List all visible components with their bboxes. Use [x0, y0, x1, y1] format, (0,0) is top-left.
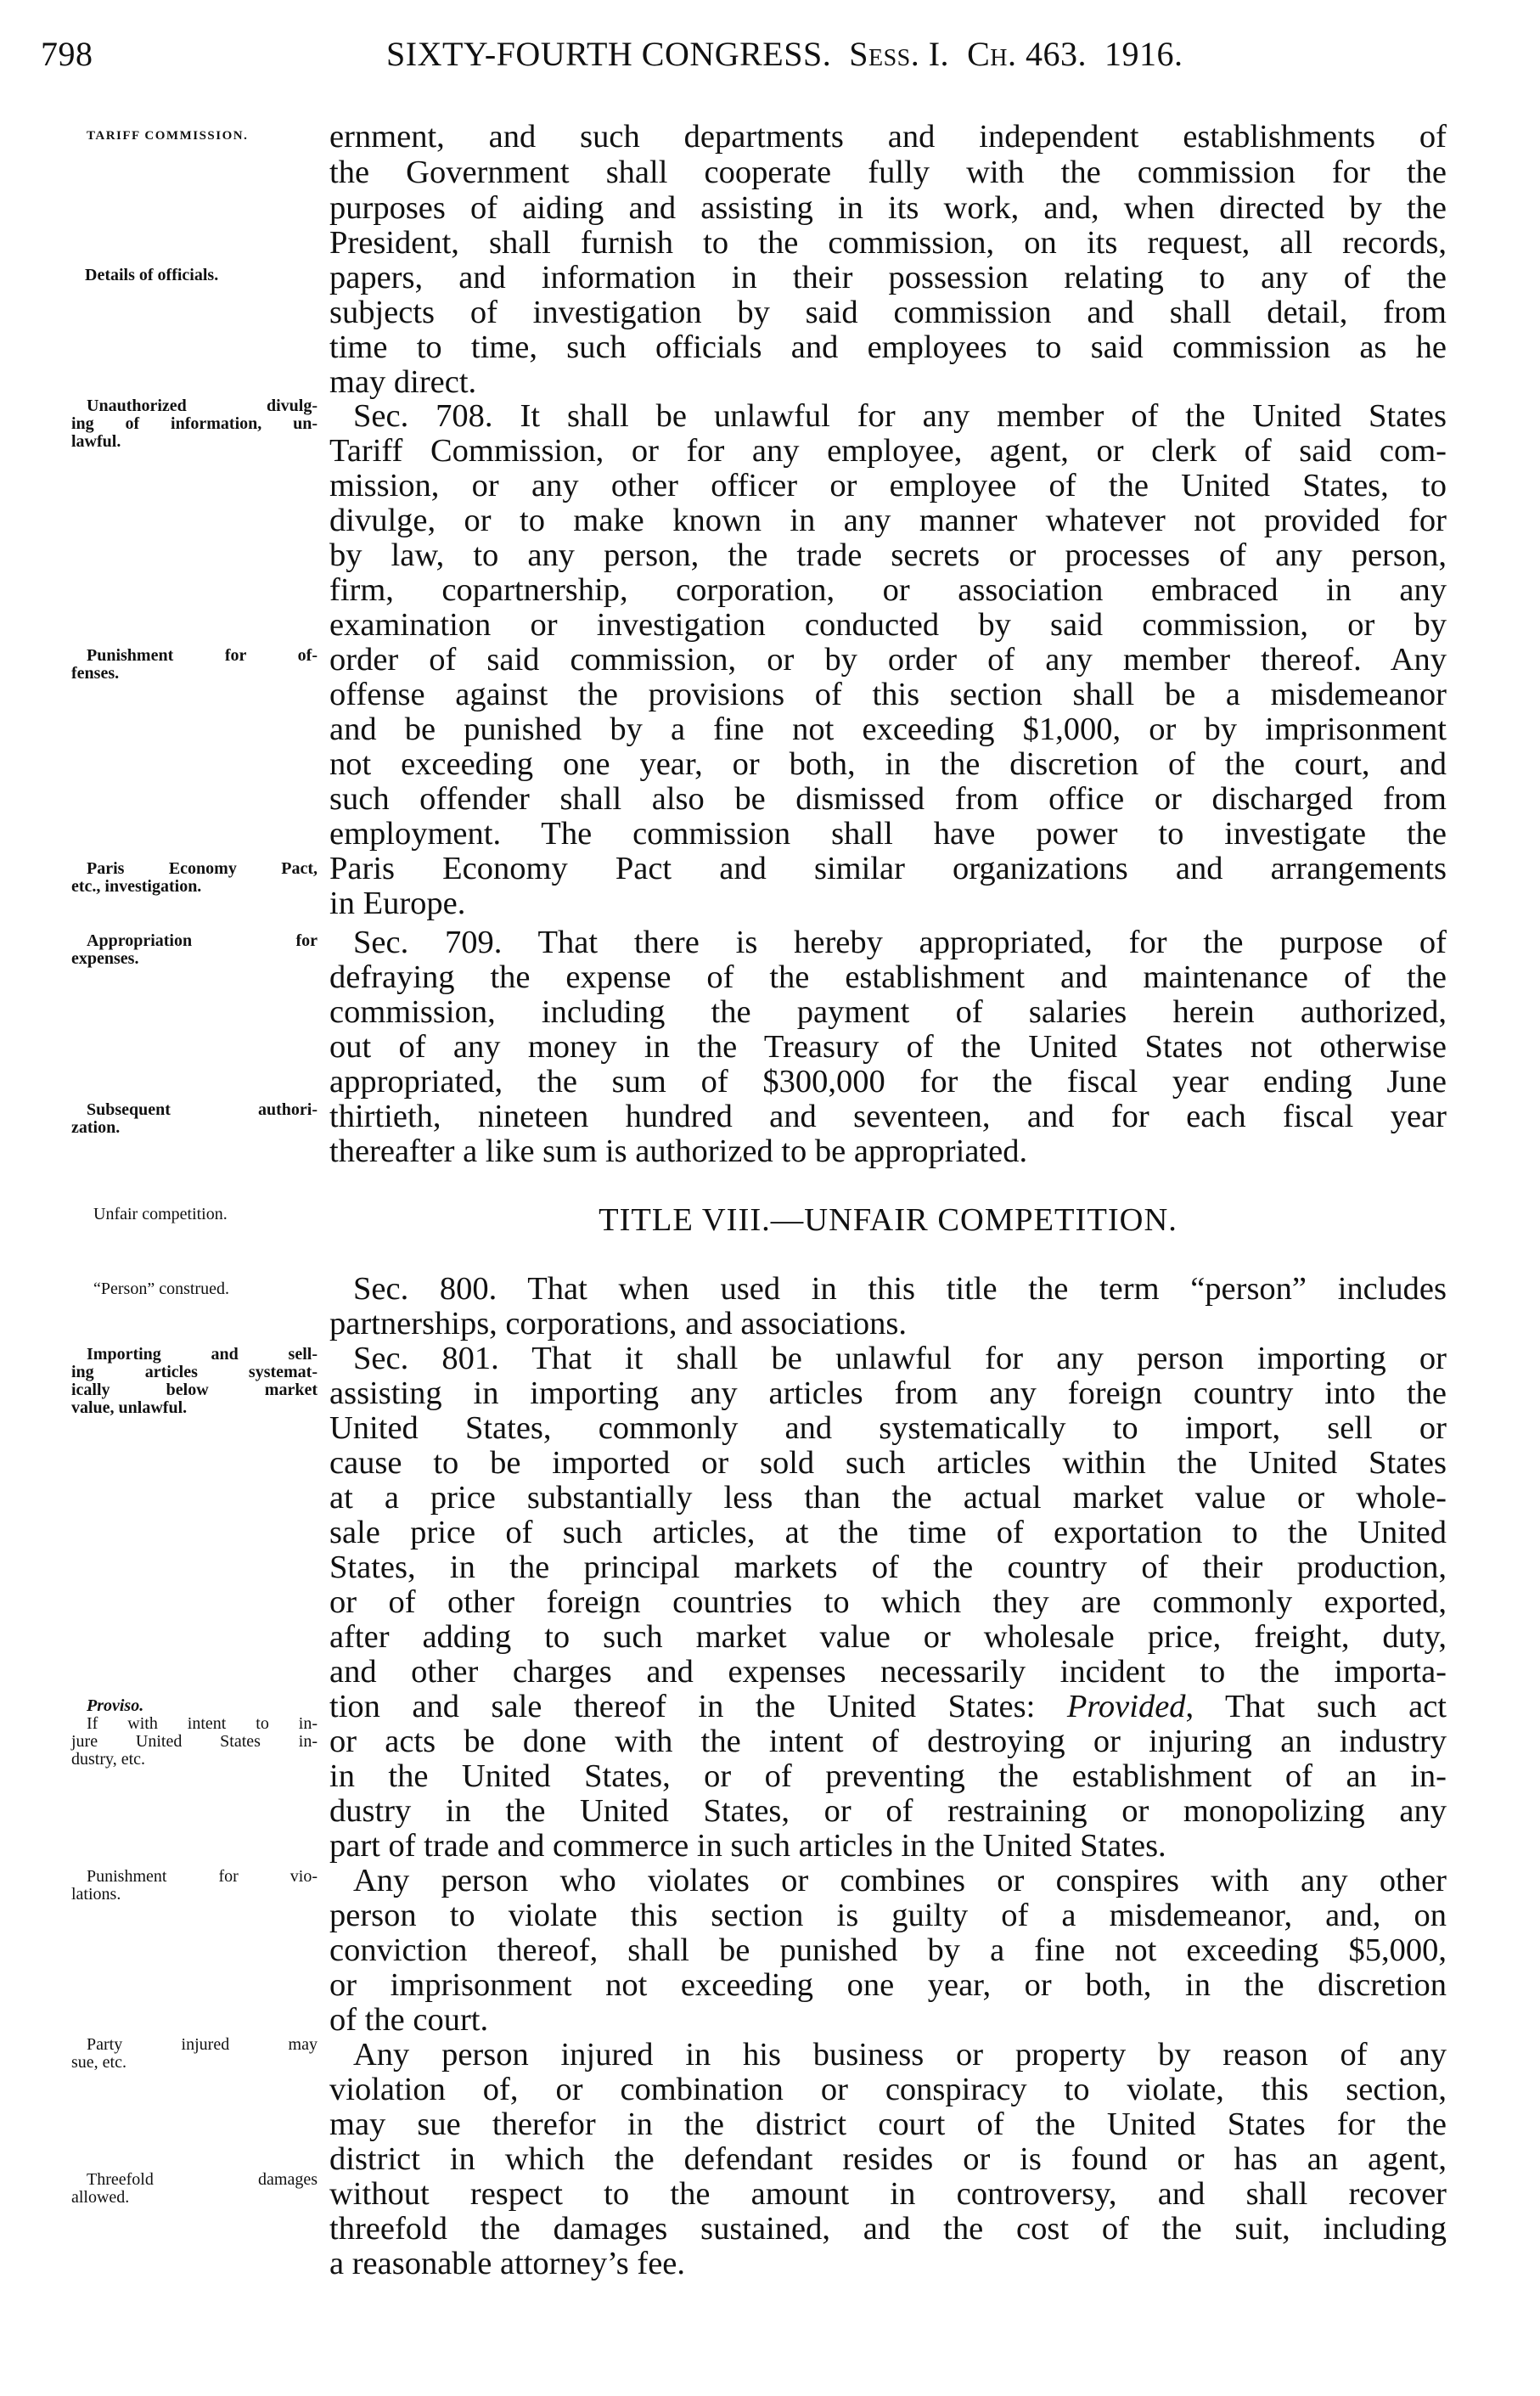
margin-note-line: Appropriation for: [87, 931, 318, 950]
margin-note-line: Punishment for vio-: [87, 1867, 318, 1886]
body-line: order of said commission, or by order of any member thereof. Any: [329, 642, 1447, 678]
running-head: [386, 34, 1183, 74]
body-line: Any person who violates or combines or conspires with any other: [353, 1863, 1447, 1898]
body-line: such offender shall also be dismissed from office or discharged from: [329, 781, 1447, 817]
body-line: violation of, or combination or conspiracy to violate, this section,: [329, 2072, 1447, 2107]
margin-note-line: etc., investigation.: [71, 877, 202, 896]
body-line: person to violate this section is guilty of a misdemeanor, and, on: [329, 1898, 1447, 1933]
proviso-tail-text: , That such act: [1185, 1689, 1447, 1724]
body-line: or acts be done with the intent of destroying or injuring an industry: [329, 1724, 1447, 1759]
section-801-heading-line: Sec. 801. That it shall be unlawful for any person importing or: [353, 1341, 1447, 1376]
body-line: conviction thereof, shall be punished by a fine not exceeding $5,000,: [329, 1932, 1447, 1968]
margin-note-line: lawful.: [71, 432, 121, 451]
margin-note-subsequent-authorization: [71, 1101, 318, 1137]
section-800-heading-line: Sec. 800. That when used in this title the term “person” includes: [353, 1271, 1447, 1307]
body-line: and be punished by a fine not exceeding $1,000, or by imprisonment: [329, 711, 1447, 747]
year-label: 1916.: [1104, 35, 1183, 73]
body-line: cause to be imported or sold such articles within the United States: [329, 1445, 1447, 1481]
margin-note-line: ically below market: [71, 1381, 318, 1399]
margin-note-line: ing articles systemat-: [71, 1363, 318, 1381]
margin-note-line: Threefold damages: [87, 2170, 318, 2189]
margin-note-line: zation.: [71, 1118, 121, 1137]
provided-italic: Provided: [1066, 1689, 1186, 1724]
margin-note-line: expenses.: [71, 949, 139, 968]
body-line: subjects of investigation by said commission and shall detail, from: [329, 295, 1447, 330]
body-line: examination or investigation conducted by said commission, or by: [329, 607, 1447, 643]
body-line: time to time, such officials and employees to said commission as he: [329, 329, 1447, 365]
margin-note-punishment-violations: [71, 1868, 318, 1904]
margin-note-threefold-damages: [71, 2171, 318, 2207]
body-line: by law, to any person, the trade secrets or processes of any person,: [329, 537, 1447, 573]
body-line: assisting in importing any articles from any foreign country into the: [329, 1375, 1447, 1411]
body-line: offense against the provisions of this section shall be a misdemeanor: [329, 677, 1447, 712]
margin-note-line: fenses.: [71, 664, 120, 683]
margin-note-importing-selling: [71, 1346, 318, 1417]
margin-note-line: Paris Economy Pact,: [87, 859, 318, 878]
body-line: United States, commonly and systematically to import, sell or: [329, 1410, 1447, 1446]
title-heading: TITLE VIII.—UNFAIR COMPETITION.: [599, 1202, 1177, 1238]
margin-note-unfair-competition: [93, 1206, 314, 1223]
body-line: district in which the defendant resides or is found or has an agent,: [329, 2141, 1447, 2177]
session-label: Sess. I.: [849, 35, 950, 73]
page-header: [0, 34, 1540, 82]
body-line: appropriated, the sum of $300,000 for the fiscal year ending June: [329, 1064, 1447, 1100]
running-title: SIXTY-FOURTH CONGRESS.: [386, 35, 832, 73]
body-line: in the United States, or of preventing the establishment of an in-: [329, 1758, 1447, 1794]
margin-note-line: “Person” construed.: [93, 1280, 229, 1298]
margin-note-line: value, unlawful.: [71, 1398, 188, 1417]
margin-note-line: dustry, etc.: [71, 1750, 146, 1769]
margin-note-line: If with intent to in-: [87, 1714, 318, 1733]
body-line: after adding to such market value or wholesale price, freight, duty,: [329, 1619, 1447, 1655]
body-line: may direct.: [329, 364, 477, 400]
body-line: firm, copartnership, corporation, or association embraced in any: [329, 572, 1447, 608]
margin-note-line: TARIFF COMMISSION.: [87, 129, 249, 143]
body-line: of the court.: [329, 2002, 489, 2038]
margin-note-appropriation: [71, 932, 318, 968]
body-line: dustry in the United States, or of restraining or monopolizing any: [329, 1793, 1447, 1829]
body-line: commission, including the payment of salaries herein authorized,: [329, 994, 1447, 1030]
body-line: States, in the principal markets of the country of their production,: [329, 1550, 1447, 1585]
body-line: and other charges and expenses necessarily incident to the importa-: [329, 1654, 1447, 1690]
body-line: divulge, or to make known in any manner whatever not provided for: [329, 503, 1447, 538]
body-line: thereafter a like sum is authorized to be appropriated.: [329, 1133, 1028, 1169]
body-line: threefold the damages sustained, and the cost of the suit, including: [329, 2211, 1447, 2247]
body-line: employment. The commission shall have power to investigate the: [329, 816, 1447, 852]
body-line: part of trade and commerce in such articles in the United States.: [329, 1828, 1166, 1864]
margin-note-line: Importing and sell-: [87, 1345, 318, 1364]
body-line: Any person injured in his business or property by reason of any: [353, 2037, 1447, 2073]
body-line: a reasonable attorney’s fee.: [329, 2246, 686, 2281]
margin-note-unauthorized-divulging: [71, 397, 318, 451]
body-line: may sue therefor in the district court of the United States for the: [329, 2106, 1447, 2142]
body-line: the Government shall cooperate fully with the commission for the: [329, 155, 1447, 190]
margin-note-line: lations.: [71, 1885, 121, 1904]
proviso-lead-text: tion and sale thereof in the United States:: [329, 1689, 1067, 1724]
body-line: in Europe.: [329, 886, 466, 921]
margin-note-line: Unfair competition.: [93, 1205, 228, 1223]
body-line: papers, and information in their possession relating to any of the: [329, 260, 1447, 295]
body-line: at a price substantially less than the actual market value or whole-: [329, 1480, 1447, 1516]
body-line: partnerships, corporations, and associations.: [329, 1306, 908, 1341]
margin-note-proviso: [71, 1697, 318, 1769]
margin-note-party-injured: [71, 2036, 318, 2072]
body-line: not exceeding one year, or both, in the discretion of the court, and: [329, 746, 1447, 782]
body-line: sale price of such articles, at the time of exportation to the United: [329, 1515, 1447, 1550]
margin-note-punishment-offenses: [71, 647, 318, 683]
margin-note-details-of-officials: [85, 267, 306, 284]
body-line: purposes of aiding and assisting in its work, and, when directed by the: [329, 190, 1447, 226]
body-line: defraying the expense of the establishment and maintenance of the: [329, 959, 1447, 995]
margin-note-line: ing of information, un-: [71, 414, 318, 433]
margin-note-line: jure United States in-: [71, 1732, 318, 1751]
margin-note-line: sue, etc.: [71, 2053, 126, 2072]
body-line: or imprisonment not exceeding one year, or both, in the discretion: [329, 1967, 1447, 2003]
page-number: 798: [41, 35, 93, 73]
body-line: out of any money in the Treasury of the United States not otherwise: [329, 1029, 1447, 1065]
body-line: Paris Economy Pact and similar organizations and arrangements: [329, 851, 1447, 886]
body-line: President, shall furnish to the commission, on its request, all records,: [329, 225, 1447, 261]
margin-note-line: Subsequent authori-: [87, 1100, 318, 1119]
margin-note-line: Punishment for of-: [87, 646, 318, 665]
margin-note-line: Proviso.: [87, 1696, 144, 1715]
margin-note-line: Details of officials.: [85, 266, 219, 284]
margin-note-line: allowed.: [71, 2188, 130, 2207]
margin-note-line: Party injured may: [87, 2035, 318, 2054]
margin-note-line: Unauthorized divulg-: [87, 397, 318, 415]
body-line: thirtieth, nineteen hundred and seventeen, and for each fiscal year: [329, 1099, 1447, 1134]
section-709-heading-line: Sec. 709. That there is hereby appropriated, for the purpose of: [353, 925, 1447, 960]
body-line: mission, or any other officer or employee of the United States, to: [329, 468, 1447, 503]
body-line: ernment, and such departments and independent establishments of: [329, 119, 1447, 155]
margin-note-person-construed: [93, 1280, 323, 1298]
margin-note-tariff-commission: [71, 127, 318, 145]
margin-note-paris-economy-pact: [71, 860, 318, 896]
chapter-label: Ch. 463.: [967, 35, 1087, 73]
body-line: without respect to the amount in controversy, and shall recover: [329, 2176, 1447, 2212]
body-line: Tariff Commission, or for any employee, agent, or clerk of said com-: [329, 433, 1447, 469]
section-708-heading-line: Sec. 708. It shall be unlawful for any member of the United States: [353, 398, 1447, 434]
body-line: or of other foreign countries to which they are commonly exported,: [329, 1584, 1447, 1620]
body-line-proviso: [329, 1689, 1447, 1724]
